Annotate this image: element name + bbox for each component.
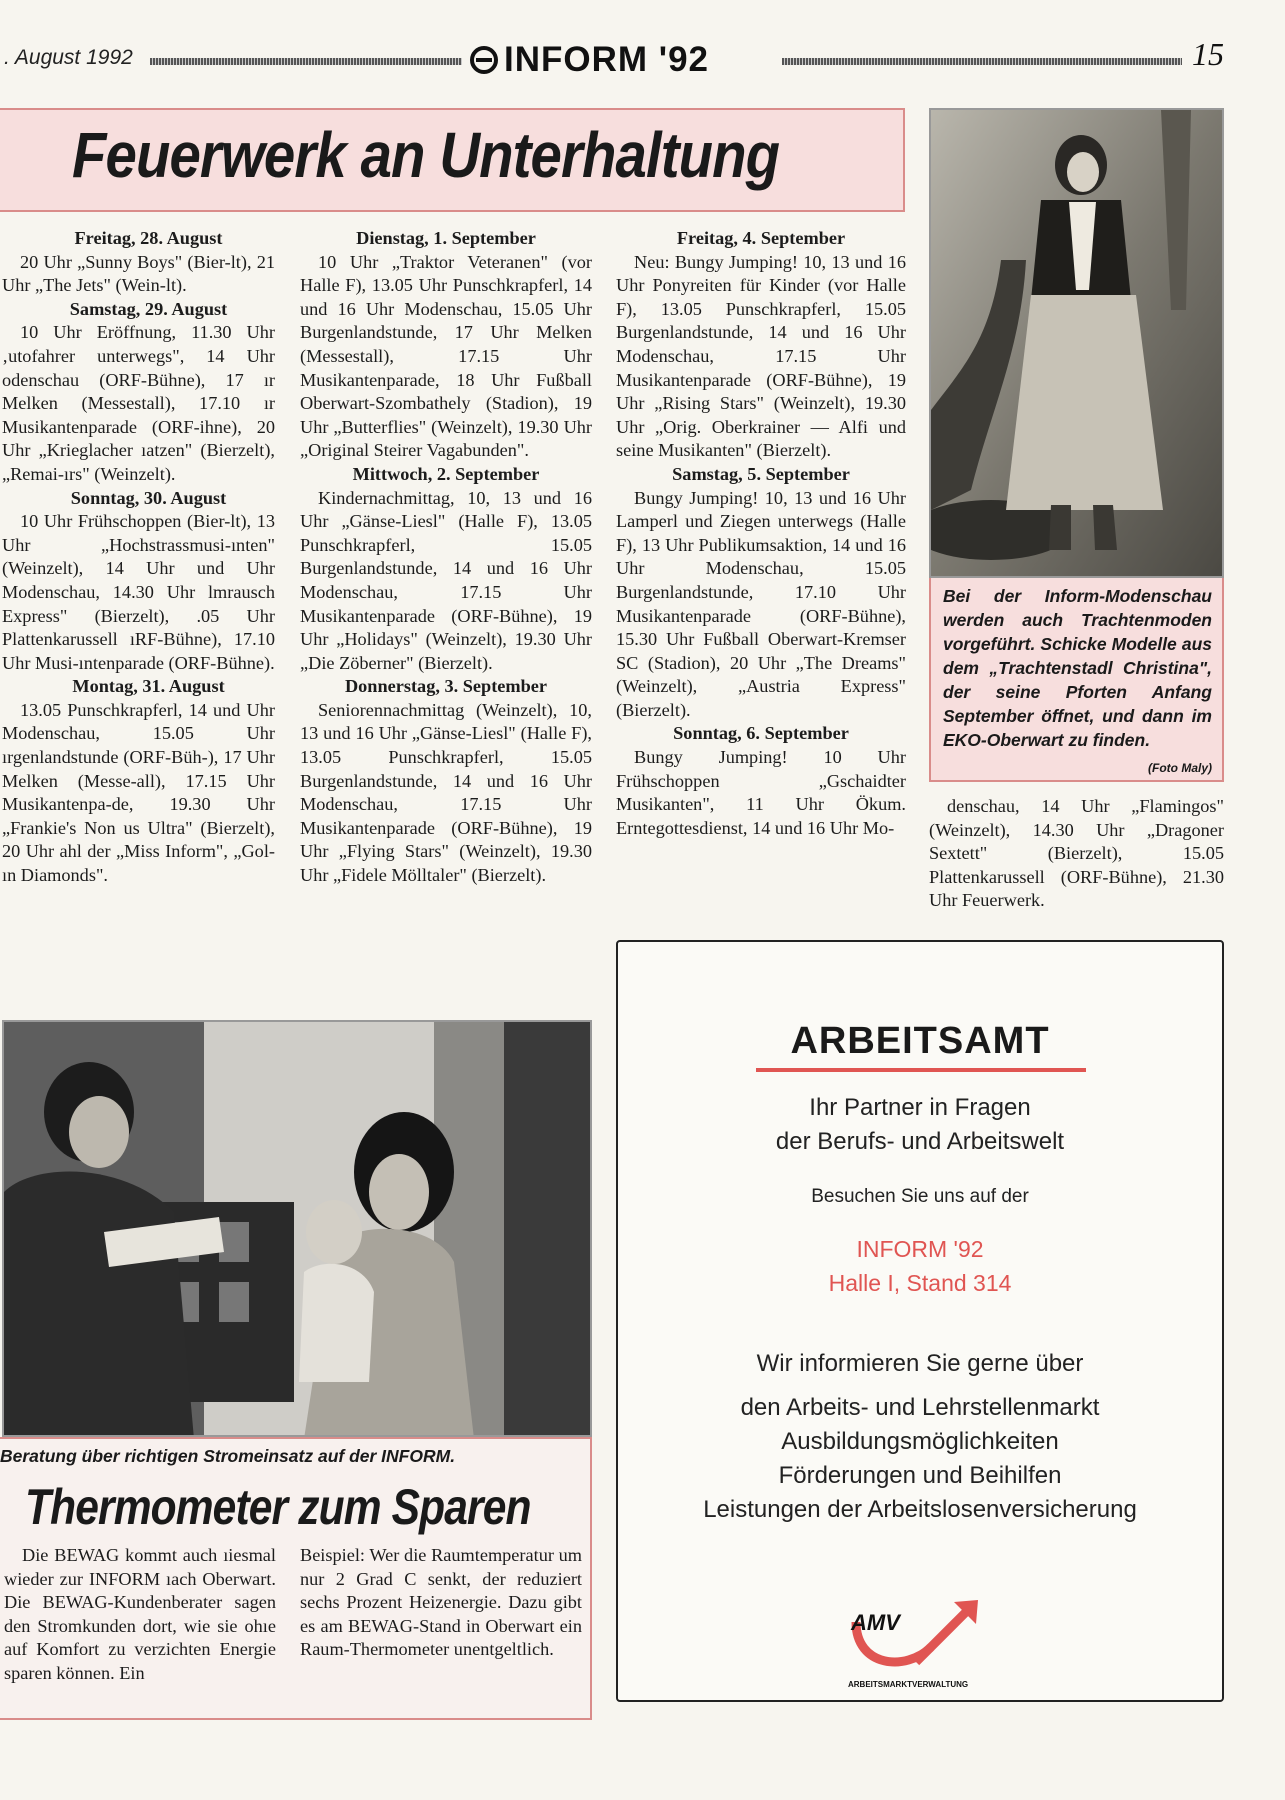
program-day-heading: Samstag, 29. August [69,298,228,319]
ad-service-3: Förderungen und Beihilfen [778,1462,1062,1489]
program-day-text: 10 Uhr „Traktor Veteranen" (vor Halle F), 13.05 Uhr Punschkrapferl, 14 und 16 Uhr Modenschau, 15.05 Uhr Burgenlandstunde, 17 Uhr Melken (Messestall), 17.15 Uhr Musikantenparade, 18 Uhr Fußball Oberwart-Szombathely (Stadion), 19 Uhr „Butterflies" (Weinzelt), 19.30 Uhr „Original Steirer Vagabunden". [300,251,592,461]
inform-logo-icon [470,46,498,74]
fashion-photo-image [931,110,1224,578]
program-column-3 [616,227,906,840]
bewag-photo-caption: Beratung über richtigen Stromeinsatz auf der INFORM. [0,1446,456,1466]
program-day-text: Bungy Jumping! 10, 13 und 16 Uhr Lamperl und Ziegen unterwegs (Halle F), 13 Uhr Publikumsaktion, 14 und 16 Uhr Modenschau, 15.05 Burgenlandstunde, 17.10 Uhr Musikantenparade (ORF-Bühne), 15.30 Uhr Fußball Oberwart-Kremser SC (Stadion), 20 Uhr „The Dreams" (Weinzelt), „Austria Express" (Bierzelt). [616,487,906,720]
ad-title-underline [756,1068,1086,1072]
bewag-column-1 [4,1544,276,1686]
program-day-heading: Donnerstag, 3. September [344,676,548,697]
ad-stand: Halle I, Stand 314 [828,1270,1012,1296]
publication-title-text: INFORM '92 [504,40,710,79]
ad-inform-intro: Wir informieren Sie gerne über [756,1350,1084,1377]
program-column-4 [929,795,1224,913]
ad-visit-text: Besuchen Sie uns auf der [811,1186,1029,1207]
bewag-headline: Thermometer zum Sparen [25,1479,531,1535]
ad-tagline-2: der Berufs- und Arbeitswelt [775,1128,1065,1155]
program-day-text: 10 Uhr Frühschoppen (Bier-lt), 13 Uhr „Hochstrassmusi-ınten" (Weinzelt), 14 Uhr und Uhr Modenschau, 14.30 Uhr lmrausch Express" (Bierzelt), .05 Uhr Plattenkarussell ıRF-Bühne), 17.10 Uhr Musi-ıntenparade (ORF-Bühne). [2,511,275,673]
bewag-photo-image [4,1022,592,1437]
program-day-heading: Sonntag, 30. August [70,487,227,508]
header-rule-left [150,58,462,65]
program-day-heading: Dienstag, 1. September [356,228,536,248]
program-day-text: Bungy Jumping! 10 Uhr Frühschoppen „Gschaidter Musikanten", 11 Uhr Ökum. Erntegottesdienst, 14 und 16 Uhr Mo- [616,747,906,838]
main-headline: Feuerwerk an Unterhaltung [72,119,780,191]
amv-logo-icon [846,1592,996,1692]
amv-logo-text: AMV [851,1610,900,1635]
program-day-heading: Montag, 31. August [72,676,225,697]
bewag-text-1: Die BEWAG kommt auch ıiesmal wieder zur INFORM ıach Oberwart. Die BEWAG-Kundenberater sagen den Stromkunden dort, wie sie ohıe auf Komfort zu verzichten Energie sparen können. Ein [4,1545,276,1683]
fashion-photo [929,108,1224,578]
bewag-photo [2,1020,592,1437]
ad-event-name: INFORM '92 [856,1236,984,1262]
amv-logo-subtext: ARBEITSMARKTVERWALTUNG [848,1680,969,1689]
arbeitsamt-ad [616,940,1224,1702]
bewag-text-2: Beispiel: Wer die Raumtemperatur um nur 2 Grad C senkt, der reduziert sechs Prozent Heizenergie. Dazu gibt es am BEWAG-Stand in Oberwart ein Raum-Thermometer unentgeltlich. [300,1545,582,1660]
program-day-text: 20 Uhr „Sunny Boys" (Bier-lt), 21 Uhr „The Jets" (Wein-lt). [2,251,275,296]
page-number: 15 [1192,36,1224,72]
program-day-text: Kindernachmittag, 10, 13 und 16 Uhr „Gänse-Liesl" (Halle F), 13.05 Punschkrapferl, 15.05 Burgenlandstunde, 14 und 16 Uhr Modenschau, 17.15 Uhr Musikantenparade (ORF-Bühne), 19 Uhr „Holidays" (Weinzelt), 19.30 Uhr „Die Zöberner" (Bierzelt). [300,487,592,673]
program-day-text: Neu: Bungy Jumping! 10, 13 und 16 Uhr Ponyreiten für Kinder (vor Halle F), 13.05 Punschkrapferl, 15.05 Burgenlandstunde, 14 und 16 Uhr Modenschau, 17.15 Uhr Musikantenparade (ORF-Bühne), 19 Uhr „Rising Stars" (Weinzelt), 19.30 Uhr „Orig. Oberkrainer — Alfi und seine Musikanten" (Bierzelt). [616,251,906,461]
ad-service-1: den Arbeits- und Lehrstellenmarkt [740,1394,1100,1421]
program-day-heading: Freitag, 4. September [676,228,846,248]
program-column-2 [300,227,592,888]
program-day-text: denschau, 14 Uhr „Flamingos" (Weinzelt), 14.30 Uhr „Dragoner Sextett" (Bierzelt), 15.05 Plattenkarussell (ORF-Bühne), 21.30 Uhr Feuerwerk. [929,796,1224,911]
fashion-caption-text: Bei der Inform-Modenschau werden auch Trachtenmoden vorgeführt. Schicke Modelle aus dem „Trachtenstadl Christina", der seine Pforten Anfang September öffnet, und dann im EKO-Oberwart zu finden. [943,586,1212,750]
program-day-text: 10 Uhr Eröffnung, 11.30 Uhr ‚utofahrer unterwegs", 14 Uhr odenschau (ORF-Bühne), 17 ır Melken (Messestall), 17.10 ır Musikantenparade (ORF-ihne), 20 Uhr „Krieglacher ıatzen" (Bierzelt), „Remai-ırs" (Weinzelt). [2,322,275,484]
program-day-heading: Samstag, 5. September [672,463,850,484]
issue-date: . August 1992 [4,46,133,69]
photo-credit: (Foto Maly) [1148,761,1212,775]
program-day-heading: Freitag, 28. August [74,228,223,248]
program-day-text: 13.05 Punschkrapferl, 14 und Uhr Modenschau, 15.05 Uhr ırgenlandstunde (ORF-Büh-), 17 Uhr Melken (Messe-all), 17.15 Uhr Musikantenpa-de, 19.30 Uhr „Frankie's Non us Ultra" (Bierzelt), 20 Uhr ahl der „Miss Inform", „Gol-ın Diamonds". [2,699,275,886]
header-rule-right [782,58,1182,65]
bewag-column-2 [300,1544,582,1662]
ad-title: ARBEITSAMT [790,1020,1050,1062]
program-day-heading: Sonntag, 6. September [673,723,849,744]
ad-tagline-1: Ihr Partner in Fragen [809,1094,1031,1121]
program-column-1 [2,227,275,888]
program-day-text: Seniorennachmittag (Weinzelt), 10, 13 und 16 Uhr „Gänse-Liesl" (Halle F), 13.05 Punschkrapferl, 15.05 Burgenlandstunde, 14 und 16 Uhr Modenschau, 17.15 Uhr Musikantenparade (ORF-Bühne), 19 Uhr „Flying Stars" (Weinzelt), 19.30 Uhr „Fidele Mölltaler" (Bierzelt). [300,699,592,886]
ad-service-4: Leistungen der Arbeitslosenversicherung [703,1496,1137,1523]
publication-title [470,40,709,80]
ad-service-2: Ausbildungsmöglichkeiten [781,1428,1059,1455]
program-day-heading: Mittwoch, 2. September [352,463,540,484]
fashion-photo-caption [929,578,1224,782]
